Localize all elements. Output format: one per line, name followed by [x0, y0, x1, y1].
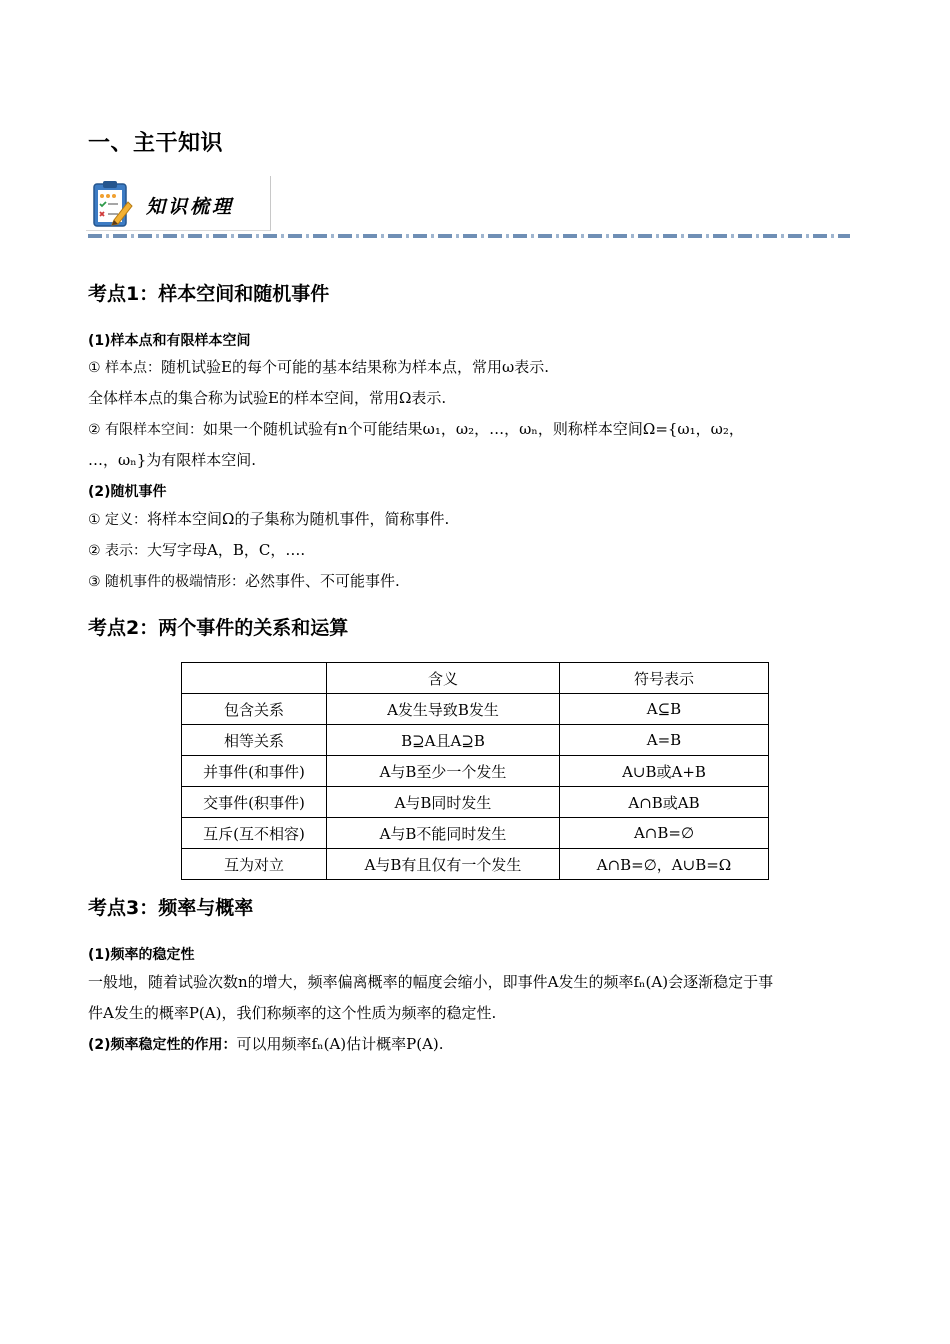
section1-sub1: (1)样本点和有限样本空间	[88, 333, 251, 349]
table-row	[182, 694, 769, 725]
table-row	[182, 725, 769, 756]
table-cell: A与B有且仅有一个发生	[327, 849, 560, 880]
table-cell: A发生导致B发生	[327, 694, 560, 725]
main-heading: 一、主干知识	[88, 131, 224, 156]
table-header-cell: 含义	[327, 663, 560, 694]
table-cell: 并事件(和事件)	[182, 756, 327, 787]
definition-label: ① 定义：	[88, 512, 148, 528]
representation-line	[88, 540, 868, 561]
section3-title: 考点3：频率与概率	[88, 897, 254, 919]
table-cell: 包含关系	[182, 694, 327, 725]
table-row	[182, 849, 769, 880]
knowledge-banner	[86, 176, 272, 234]
table-cell: A与B至少一个发生	[327, 756, 560, 787]
table-cell: 相等关系	[182, 725, 327, 756]
table-cell: B⊇A且A⊇B	[327, 725, 560, 756]
section3-sub1: (1)频率的稳定性	[88, 947, 195, 963]
stability-paragraph-cont: 件A发生的概率P(A)，我们称频率的这个性质为频率的稳定性.	[88, 1004, 497, 1022]
table-cell: 互斥(互不相容)	[182, 818, 327, 849]
table-row	[182, 756, 769, 787]
stability-usage-text: 可以用频率fₙ(A)估计概率P(A).	[236, 1035, 444, 1053]
finite-space-text: 如果一个随机试验有n个可能结果ω₁，ω₂，…，ωₙ，则称样本空间Ω={ω₁，ω₂，	[203, 420, 744, 438]
table-cell: A∩B=∅，A∪B=Ω	[560, 849, 769, 880]
table-cell: 交事件(积事件)	[182, 787, 327, 818]
sample-point-label: ① 样本点：	[88, 360, 162, 376]
extreme-cases-text: 必然事件、不可能事件.	[245, 572, 400, 590]
definition-line	[88, 509, 868, 530]
finite-space-cont: …，ωₙ}为有限样本空间.	[88, 451, 257, 469]
representation-label: ② 表示：	[88, 543, 148, 559]
table-cell: A=B	[560, 725, 769, 756]
finite-space-label: ② 有限样本空间：	[88, 422, 204, 438]
stability-usage-label: (2)频率稳定性的作用：	[88, 1037, 237, 1053]
definition-text: 将样本空间Ω的子集称为随机事件，简称事件.	[147, 510, 450, 528]
sample-point-text: 随机试验E的每个可能的基本结果称为样本点，常用ω表示.	[161, 358, 549, 376]
extreme-cases-line	[88, 571, 868, 592]
table-header-row	[182, 663, 769, 694]
table-row	[182, 818, 769, 849]
table-header-cell: 符号表示	[560, 663, 769, 694]
table-cell: A与B不能同时发生	[327, 818, 560, 849]
event-relations-table	[181, 662, 769, 880]
extreme-cases-label: ③ 随机事件的极端情形：	[88, 574, 246, 590]
table-cell: A⊆B	[560, 694, 769, 725]
table-cell: 互为对立	[182, 849, 327, 880]
table-cell: A∪B或A+B	[560, 756, 769, 787]
representation-text: 大写字母A，B，C，….	[147, 541, 306, 559]
section1-title: 考点1：样本空间和随机事件	[88, 283, 330, 305]
table-cell: A∩B=∅	[560, 818, 769, 849]
checklist-pencil-icon	[90, 178, 134, 230]
dashed-divider	[88, 234, 850, 238]
table-header-cell	[182, 663, 327, 694]
finite-space-line	[88, 419, 868, 440]
table-row	[182, 787, 769, 818]
sample-space-line: 全体样本点的集合称为试验E的样本空间，常用Ω表示.	[88, 389, 447, 407]
table-cell: A与B同时发生	[327, 787, 560, 818]
stability-usage-line	[88, 1034, 868, 1055]
section1-sub2: (2)随机事件	[88, 484, 167, 500]
table-cell: A∩B或AB	[560, 787, 769, 818]
sample-point-line	[88, 357, 868, 378]
section2-title: 考点2：两个事件的关系和运算	[88, 617, 349, 639]
stability-paragraph: 一般地，随着试验次数n的增大，频率偏离概率的幅度会缩小，即事件A发生的频率fₙ(A)会逐渐稳定于事	[88, 973, 774, 991]
banner-title: 知识梳理	[146, 196, 235, 218]
